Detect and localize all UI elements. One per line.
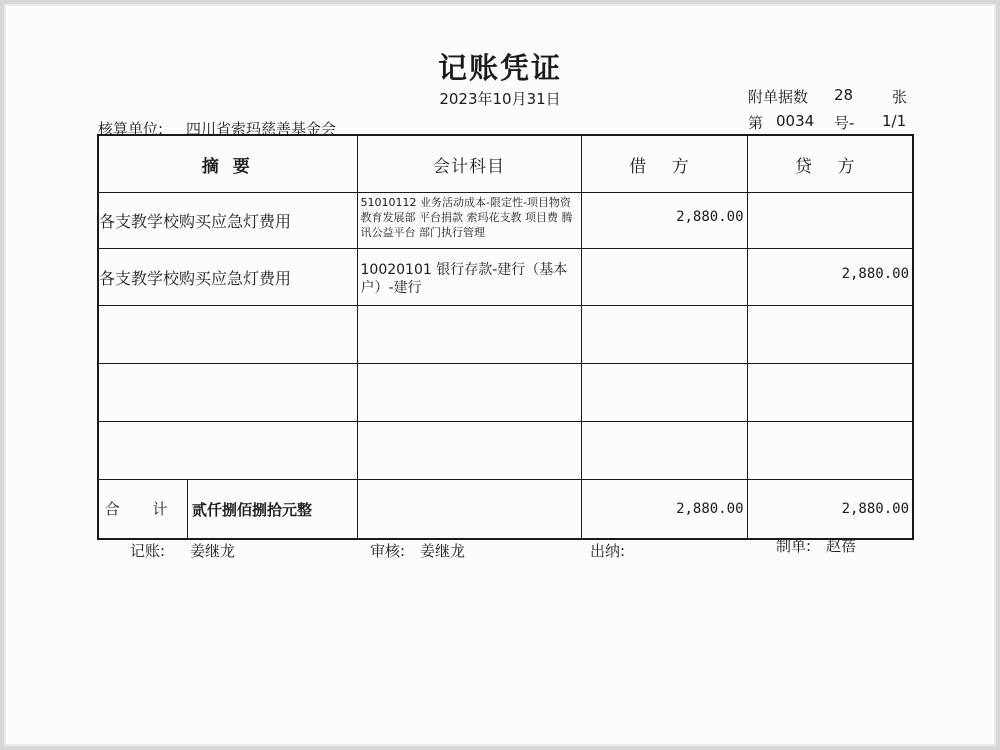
header-credit: 贷 方 xyxy=(747,135,913,193)
row-credit xyxy=(747,193,913,249)
cashier-label: 出纳: xyxy=(590,542,626,560)
header-debit: 借 方 xyxy=(581,135,747,193)
voucher-title: 记账凭证 xyxy=(437,51,562,85)
voucher-date: 2023年10月31日 xyxy=(439,90,561,108)
row-account-text: 10020101 银行存款-建行（基本户）-建行 xyxy=(360,262,568,296)
bookkeeper-name: 姜继龙 xyxy=(190,542,236,560)
number-suffix: 号- xyxy=(834,114,855,132)
attachments-label: 附单据数 xyxy=(748,88,809,106)
auditor-label: 审核: xyxy=(370,542,406,560)
total-debit: 2,880.00 xyxy=(581,480,747,540)
row-summary: 各支教学校购买应急灯费用 xyxy=(98,193,357,249)
total-label: 合 计 xyxy=(99,480,188,538)
unit-label: 核算单位: xyxy=(98,120,164,138)
row-debit: 2,880.00 xyxy=(581,193,747,249)
row-debit xyxy=(581,249,747,306)
header-summary: 摘 要 xyxy=(98,135,357,193)
table-row-empty xyxy=(98,364,913,422)
row-credit: 2,880.00 xyxy=(747,249,913,306)
table-row-empty xyxy=(98,306,913,364)
attachments-unit: 张 xyxy=(892,88,908,106)
total-credit: 2,880.00 xyxy=(747,480,913,540)
total-row xyxy=(98,480,913,540)
table-row xyxy=(98,193,913,249)
row-account xyxy=(357,193,581,249)
row-summary: 各支教学校购买应急灯费用 xyxy=(98,249,357,306)
bookkeeper-label: 记账: xyxy=(130,542,166,560)
header-row xyxy=(98,135,913,193)
voucher-table xyxy=(97,134,914,540)
preparer-label: 制单: xyxy=(776,537,812,555)
header-account: 会计科目 xyxy=(357,135,581,193)
total-cell xyxy=(98,480,357,540)
attachments-count: 28 xyxy=(834,86,854,104)
auditor-name: 姜继龙 xyxy=(420,542,466,560)
number-prefix: 第 xyxy=(748,114,764,132)
table-row-empty xyxy=(98,422,913,480)
table-row xyxy=(98,249,913,306)
page-indicator: 1/1 xyxy=(882,112,907,130)
row-account xyxy=(357,249,581,306)
voucher-number: 0034 xyxy=(776,112,815,130)
total-amount-words: 贰仟捌佰捌拾元整 xyxy=(192,500,313,519)
unit-value: 四川省索玛慈善基金会 xyxy=(186,120,337,138)
preparer-name: 赵蓓 xyxy=(826,537,857,555)
row-account-text: 51010112 业务活动成本-限定性-项目物资 教育发展部 平台捐款 索玛花支教 项目费 腾讯公益平台 部门执行管理 xyxy=(360,196,573,239)
